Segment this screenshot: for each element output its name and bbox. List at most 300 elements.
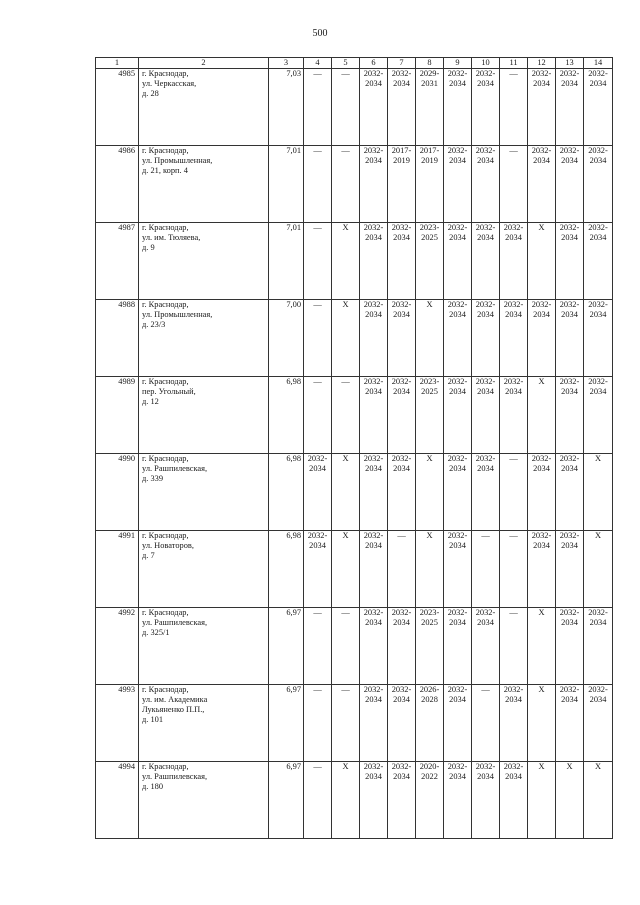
period-cell-col-11 [500,146,528,223]
period-text: 2017- [419,146,440,155]
period-text: 2034 [449,541,466,550]
period-text: X [538,223,545,232]
period-text: 2032- [391,685,412,694]
period-text: 2034 [393,618,410,627]
period-cell-col-6 [360,300,388,377]
period-cell-col-14 [584,223,613,300]
value-cell: 6,97 [269,608,304,685]
address-line: Лукьяненко П.П., [142,705,205,714]
period-cell-col-14 [584,377,613,454]
value-cell: 6,97 [269,762,304,839]
period-cell-col-4 [304,69,332,146]
period-text: 2034 [365,310,382,319]
period-cell-col-8 [416,685,444,762]
period-text: 2032- [363,685,384,694]
period-text: 2032- [363,377,384,386]
period-cell-col-9 [444,223,472,300]
address-line: г. Краснодар, [142,69,189,78]
period-text: 2034 [449,695,466,704]
period-cell-col-13 [556,69,584,146]
period-text: X [342,223,349,232]
period-cell-col-12 [528,608,556,685]
address-line: д. 9 [142,243,155,252]
period-text: — [313,377,322,386]
row-number: 4985 [96,69,139,146]
period-text: 2032- [475,608,496,617]
address-line: пер. Угольный, [142,387,196,396]
period-text: 2034 [505,233,522,242]
period-text: X [426,454,433,463]
period-text: 2032- [475,377,496,386]
period-text: 2032- [588,223,608,232]
period-cell-col-13 [556,608,584,685]
address-line: г. Краснодар, [142,531,189,540]
period-text: — [509,454,518,463]
row-number: 4993 [96,685,139,762]
period-text: 2032- [588,685,608,694]
period-text: 2025 [421,233,438,242]
address-line: д. 180 [142,782,164,791]
period-text: — [313,685,322,694]
row-number: 4992 [96,608,139,685]
address-line: ул. Рашпилевская, [142,464,208,473]
period-cell-col-5 [332,685,360,762]
table-row [96,454,613,531]
period-text: 2034 [449,233,466,242]
period-text: 2034 [477,310,494,319]
period-cell-col-9 [444,608,472,685]
value-cell: 6,98 [269,531,304,608]
column-header-7: 7 [388,58,416,69]
period-text: 2026- [419,685,440,694]
period-text: 2034 [477,79,494,88]
period-cell-col-6 [360,454,388,531]
period-cell-col-11 [500,454,528,531]
period-text: 2034 [589,79,607,88]
period-text: 2025 [421,387,438,396]
period-cell-col-8 [416,531,444,608]
period-text: — [481,531,490,540]
period-text: 2034 [449,387,466,396]
row-number: 4994 [96,762,139,839]
period-text: 2034 [393,387,410,396]
period-text: 2034 [505,772,522,781]
period-cell-col-11 [500,608,528,685]
period-text: 2032- [475,146,496,155]
period-cell-col-10 [472,608,500,685]
address-cell [139,762,269,839]
period-cell-col-10 [472,69,500,146]
period-text: 2034 [533,156,550,165]
period-text: — [509,69,518,78]
period-cell-col-9 [444,685,472,762]
period-text: 2034 [589,387,607,396]
period-cell-col-4 [304,685,332,762]
period-cell-col-9 [444,531,472,608]
period-cell-col-8 [416,223,444,300]
period-text: 2034 [393,695,410,704]
period-text: 2034 [533,541,550,550]
period-text: 2032- [559,69,580,78]
period-text: 2034 [393,464,410,473]
period-text: 2032- [475,454,496,463]
period-text: 2034 [589,310,607,319]
period-text: 2032- [447,685,468,694]
period-text: 2032- [447,223,468,232]
period-cell-col-12 [528,223,556,300]
period-text: 2034 [477,156,494,165]
period-text: — [313,69,322,78]
period-text: X [342,531,349,540]
address-line: д. 101 [142,715,164,724]
period-cell-col-13 [556,685,584,762]
period-cell-col-7 [388,685,416,762]
period-cell-col-7 [388,608,416,685]
period-text: 2034 [589,695,607,704]
period-cell-col-8 [416,377,444,454]
period-cell-col-7 [388,146,416,223]
period-text: X [594,762,602,771]
period-text: 2034 [589,156,607,165]
period-cell-col-14 [584,685,613,762]
column-header-13: 13 [556,58,584,69]
period-text: 2034 [505,310,522,319]
address-line: г. Краснодар, [142,223,189,232]
period-cell-col-12 [528,531,556,608]
period-cell-col-14 [584,300,613,377]
value-cell: 7,03 [269,69,304,146]
period-text: 2034 [561,233,578,242]
period-cell-col-11 [500,762,528,839]
period-text: 2032- [559,685,580,694]
period-cell-col-13 [556,762,584,839]
period-text: — [397,531,406,540]
period-text: 2034 [561,618,578,627]
period-text: 2032- [588,146,608,155]
period-cell-col-6 [360,377,388,454]
period-text: — [341,685,350,694]
period-text: 2032- [447,531,468,540]
period-text: — [341,146,350,155]
period-text: 2034 [477,618,494,627]
period-text: 2032- [559,454,580,463]
period-cell-col-8 [416,454,444,531]
period-cell-col-10 [472,377,500,454]
period-text: 2034 [477,772,494,781]
period-text: 2032- [363,69,384,78]
period-text: 2023- [419,223,440,232]
period-text: 2034 [393,233,410,242]
period-text: 2020- [419,762,440,771]
address-line: ул. Рашпилевская, [142,772,208,781]
value-cell: 6,98 [269,377,304,454]
row-number: 4988 [96,300,139,377]
period-cell-col-14 [584,531,613,608]
period-text: 2032- [447,300,468,309]
period-cell-col-13 [556,300,584,377]
period-text: 2034 [477,387,494,396]
period-text: 2028 [421,695,438,704]
address-line: ул. Рашпилевская, [142,618,208,627]
period-cell-col-13 [556,531,584,608]
period-text: 2034 [365,695,382,704]
period-text: X [538,608,545,617]
column-header-8: 8 [416,58,444,69]
period-cell-col-11 [500,223,528,300]
period-text: — [509,146,518,155]
address-line: г. Краснодар, [142,454,189,463]
address-line: г. Краснодар, [142,608,189,617]
period-cell-col-9 [444,300,472,377]
period-cell-col-5 [332,762,360,839]
row-number: 4987 [96,223,139,300]
period-cell-col-4 [304,608,332,685]
period-cell-col-10 [472,300,500,377]
row-number: 4990 [96,454,139,531]
period-cell-col-13 [556,454,584,531]
page-number: 500 [312,28,328,39]
address-line: д. 339 [142,474,164,483]
period-text: 2032- [475,300,496,309]
period-text: 2032- [447,377,468,386]
period-cell-col-10 [472,762,500,839]
period-cell-col-8 [416,69,444,146]
period-text: X [594,531,602,540]
period-text: 2032- [559,223,580,232]
period-cell-col-14 [584,608,613,685]
schedule-table [95,57,613,839]
period-cell-col-6 [360,762,388,839]
period-text: 2019 [393,156,410,165]
period-text: X [426,300,433,309]
column-header-1: 1 [96,58,139,69]
period-text: X [342,300,349,309]
period-text: 2034 [449,772,466,781]
column-number-row [96,58,613,69]
period-text: 2022 [421,772,438,781]
period-text: 2034 [365,156,382,165]
period-cell-col-7 [388,223,416,300]
period-text: 2032- [503,762,524,771]
address-cell [139,223,269,300]
period-text: 2032- [559,146,580,155]
period-cell-col-14 [584,146,613,223]
period-cell-col-5 [332,454,360,531]
period-text: 2034 [365,618,382,627]
value-cell: 6,97 [269,685,304,762]
period-cell-col-4 [304,531,332,608]
period-text: 2032- [391,300,412,309]
period-text: 2034 [365,464,382,473]
period-text: 2032- [447,762,468,771]
column-header-2: 2 [139,58,269,69]
period-text: 2034 [589,233,607,242]
address-line: д. 7 [142,551,155,560]
period-text: 2032- [475,223,496,232]
table-row [96,223,613,300]
period-text: 2032- [588,377,608,386]
address-line: д. 21, корп. 4 [142,166,188,175]
period-text: 2032- [363,454,384,463]
period-text: 2034 [393,772,410,781]
period-cell-col-7 [388,531,416,608]
period-text: — [341,69,350,78]
period-cell-col-12 [528,300,556,377]
period-cell-col-7 [388,762,416,839]
period-cell-col-9 [444,69,472,146]
period-text: — [341,377,350,386]
address-cell [139,377,269,454]
period-cell-col-13 [556,223,584,300]
address-line: г. Краснодар, [142,762,189,771]
period-text: 2034 [365,772,382,781]
table-body [96,58,613,839]
period-text: 2032- [363,762,384,771]
period-text: 2032- [391,223,412,232]
period-text: 2032- [559,531,580,540]
period-text: 2034 [533,79,550,88]
column-header-9: 9 [444,58,472,69]
address-line: ул. Промышленная, [142,310,213,319]
address-line: ул. Промышленная, [142,156,213,165]
period-text: X [538,377,545,386]
period-cell-col-8 [416,762,444,839]
period-cell-col-11 [500,69,528,146]
period-cell-col-12 [528,146,556,223]
period-text: 2034 [561,387,578,396]
period-text: 2025 [421,618,438,627]
period-cell-col-9 [444,146,472,223]
address-line: г. Краснодар, [142,300,189,309]
period-cell-col-10 [472,531,500,608]
period-text: 2032- [307,531,328,540]
period-text: 2032- [363,223,384,232]
period-text: 2034 [365,79,382,88]
period-text: 2032- [447,608,468,617]
value-cell: 6,98 [269,454,304,531]
period-text: 2034 [561,695,578,704]
period-text: 2034 [393,310,410,319]
address-line: ул. им. Тюляева, [142,233,201,242]
period-cell-col-4 [304,300,332,377]
period-cell-col-10 [472,454,500,531]
period-text: — [313,146,322,155]
period-text: 2032- [391,608,412,617]
period-cell-col-11 [500,531,528,608]
address-line: д. 325/1 [142,628,170,637]
address-line: д. 28 [142,89,159,98]
period-text: 2034 [365,233,382,242]
period-text: 2034 [449,464,466,473]
period-cell-col-4 [304,762,332,839]
period-cell-col-12 [528,762,556,839]
period-cell-col-12 [528,685,556,762]
table-row [96,685,613,762]
period-text: 2034 [533,464,550,473]
address-line: д. 12 [142,397,159,406]
period-cell-col-12 [528,69,556,146]
period-text: 2034 [393,79,410,88]
row-number: 4989 [96,377,139,454]
period-cell-col-7 [388,454,416,531]
period-cell-col-6 [360,531,388,608]
period-cell-col-7 [388,377,416,454]
period-text: 2032- [588,69,608,78]
period-cell-col-6 [360,69,388,146]
period-cell-col-5 [332,223,360,300]
period-cell-col-5 [332,300,360,377]
period-text: 2034 [309,541,326,550]
period-cell-col-4 [304,223,332,300]
row-number: 4986 [96,146,139,223]
period-cell-col-6 [360,146,388,223]
period-text: 2034 [533,310,550,319]
period-cell-col-11 [500,300,528,377]
address-line: д. 23/3 [142,320,166,329]
period-text: 2034 [449,618,466,627]
period-text: 2032- [531,146,552,155]
period-text: 2034 [365,387,382,396]
period-text: 2032- [363,146,384,155]
address-cell [139,454,269,531]
period-cell-col-9 [444,762,472,839]
table-row [96,300,613,377]
period-text: 2032- [503,377,524,386]
period-text: — [481,685,490,694]
period-cell-col-5 [332,608,360,685]
period-text: 2032- [531,300,552,309]
table-row [96,377,613,454]
period-text: 2034 [561,79,578,88]
period-cell-col-13 [556,146,584,223]
address-cell [139,531,269,608]
period-text: 2032- [363,300,384,309]
address-cell [139,146,269,223]
column-header-4: 4 [304,58,332,69]
period-text: 2032- [307,454,328,463]
period-cell-col-11 [500,685,528,762]
address-line: ул. Новаторов, [142,541,194,550]
period-cell-col-9 [444,377,472,454]
period-text: 2032- [503,685,524,694]
row-number: 4991 [96,531,139,608]
period-text: 2032- [475,69,496,78]
period-text: 2032- [391,69,412,78]
period-text: 2032- [531,531,552,540]
period-text: 2034 [505,387,522,396]
value-cell: 7,01 [269,223,304,300]
period-text: X [538,762,545,771]
period-text: 2034 [477,464,494,473]
period-cell-col-5 [332,69,360,146]
period-text: 2034 [449,310,466,319]
period-text: 2032- [447,146,468,155]
address-line: ул. Черкасская, [142,79,197,88]
period-text: 2032- [447,69,468,78]
address-cell [139,300,269,377]
period-text: 2032- [531,69,552,78]
period-cell-col-5 [332,531,360,608]
period-text: 2034 [561,156,578,165]
period-text: 2032- [531,454,552,463]
period-text: 2034 [561,541,578,550]
period-cell-col-10 [472,685,500,762]
period-text: X [594,454,602,463]
period-text: X [426,531,433,540]
period-cell-col-9 [444,454,472,531]
value-cell: 7,01 [269,146,304,223]
column-header-5: 5 [332,58,360,69]
